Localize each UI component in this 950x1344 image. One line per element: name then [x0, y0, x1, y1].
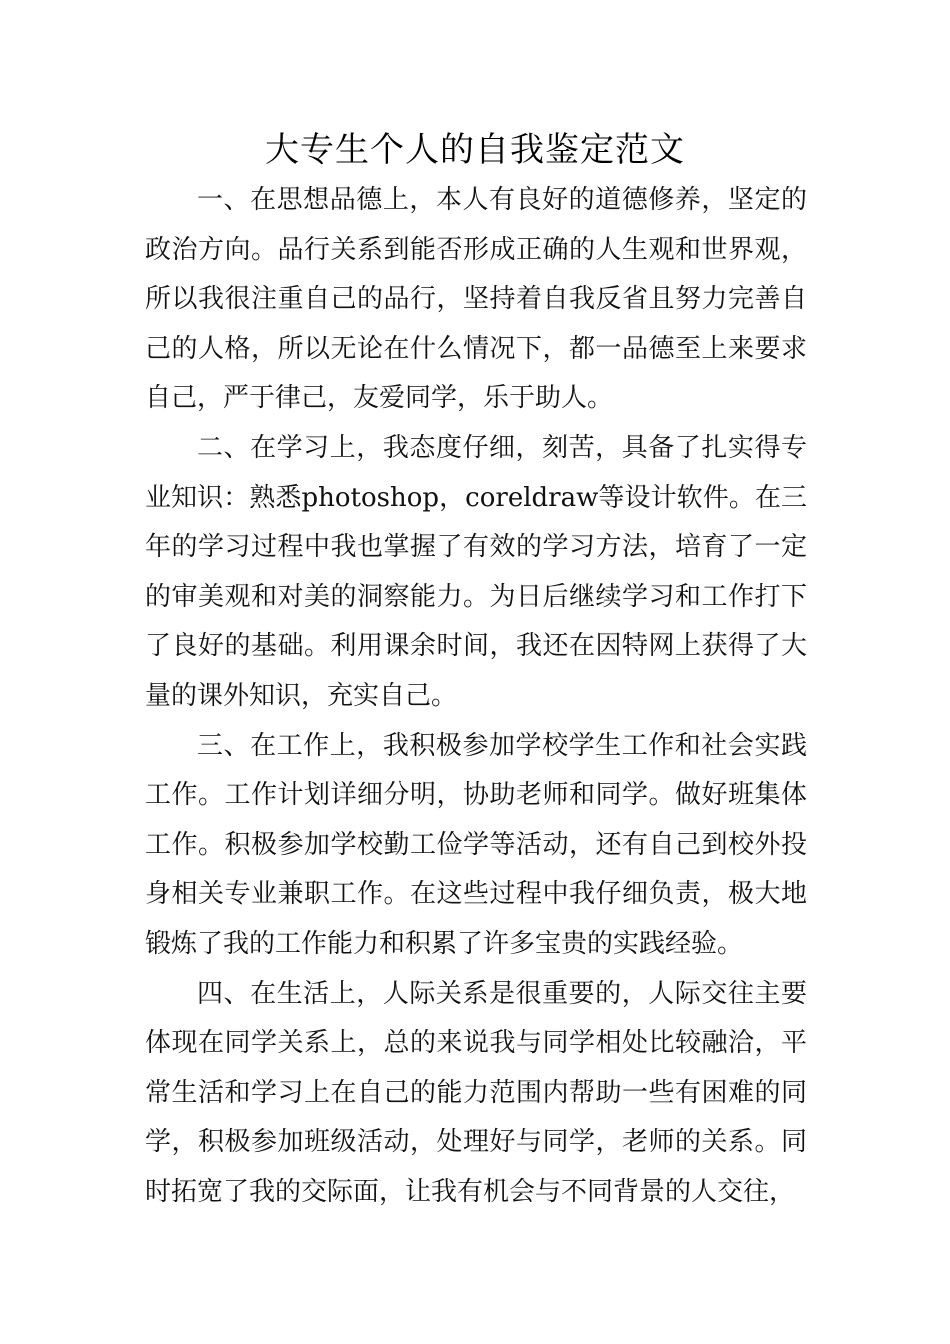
document-title: 大专生个人的自我鉴定范文 [265, 130, 685, 170]
paragraph-ideology: 一、在思想品德上，本人有良好的道德修养，坚定的政治方向。品行关系到能否形成正确的人生观和世界观，所以我很注重自己的品行，坚持着自我反省且努力完善自己的人格，所以无论在什么情况下，都一品德至上来要求自己，严于律己，友爱同学，乐于助人。 [145, 185, 807, 414]
paragraph-work: 三、在工作上，我积极参加学校学生工作和社会实践工作。工作计划详细分明，协助老师和同学。做好班集体工作。积极参加学校勤工俭学等活动，还有自己到校外投身相关专业兼职工作。在这些过程中我仔细负责，极大地锻炼了我的工作能力和积累了许多宝贵的实践经验。 [145, 730, 807, 959]
paragraph-study: 二、在学习上，我态度仔细，刻苦，具备了扎实得专业知识：熟悉photoshop，coreldraw等设计软件。在三年的学习过程中我也掌握了有效的学习方法，培育了一定的审美观和对美的洞察能力。为日后继续学习和工作打下了良好的基础。利用课余时间，我还在因特网上获得了大量的课外知识，充实自己。 [145, 432, 807, 711]
document-body [145, 176, 807, 1217]
paragraph-life: 四、在生活上，人际关系是很重要的，人际交往主要体现在同学关系上，总的来说我与同学相处比较融洽，平常生活和学习上在自己的能力范围内帮助一些有困难的同学，积极参加班级活动，处理好与同学，老师的关系。同时拓宽了我的交际面，让我有机会与不同背景的人交往， [145, 978, 807, 1207]
